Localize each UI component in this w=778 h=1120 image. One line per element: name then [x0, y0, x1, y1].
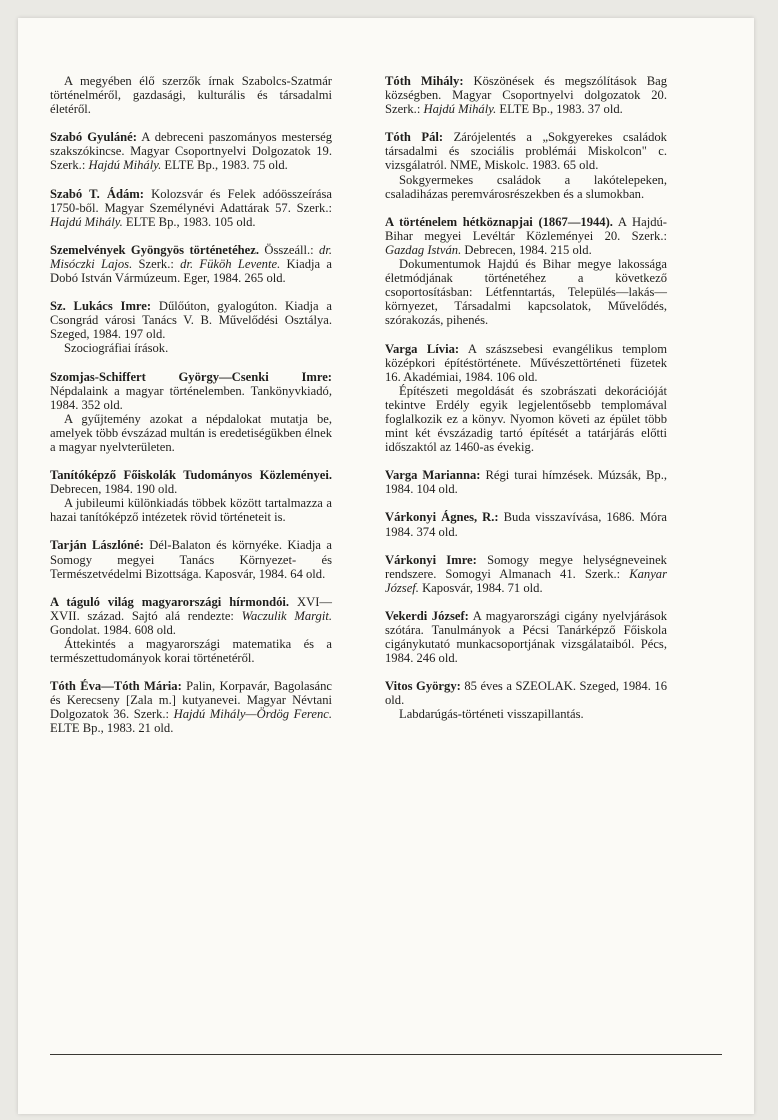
- bibliography-entry: [50, 299, 332, 355]
- bibliography-entry: [50, 538, 332, 580]
- bibliography-entry: [385, 553, 667, 595]
- entry-text: A magyarországi cigány nyelvjárások szótára. Tanulmányok a Pécsi Tanárképző Főiskola cigánykutató munkacsoportjának vizsgálataiból. Pécs, 1984. 246 old.: [385, 608, 667, 666]
- scanned-page: [18, 18, 754, 1114]
- entry-text: Kaposvár, 1984. 71 old.: [418, 580, 543, 595]
- entry-text: XVI—XVII. század. Sajtó alá rendezte:: [50, 594, 332, 623]
- bottom-divider: [50, 1054, 722, 1055]
- entry-text: Köszönések és megszólítások Bag községben. Magyar Csoportnyelvi dolgozatok 20. Szerk.:: [385, 74, 667, 117]
- entry-text: Palin, Korpavár, Bagolasánc és Kerecseny [Zala m.] kutyanevei. Magyar Névtani Dolgozatok 36. Szerk.:: [50, 679, 333, 722]
- bibliography-entry: [50, 679, 332, 735]
- entry-editor: dr. Füköh Levente.: [180, 256, 281, 271]
- entry-author: Sz. Lukács Imre:: [50, 299, 152, 314]
- entry-text: Kiadja a Dobó István Vármúzeum. Eger, 1984. 265 old.: [50, 256, 332, 286]
- entry-author: Varga Marianna:: [385, 468, 481, 483]
- entry-text: Dél-Balaton és környéke. Kiadja a Somogy megyei Tanács Környezet- és Természetvédelmi Bizottsága. Kaposvár, 1984. 64 old.: [50, 538, 332, 581]
- entry-text: Dűlőúton, gyalogúton. Kiadja a Csongrád városi Tanács V. B. Művelődési Osztálya. Szeged, 1984. 197 old.: [50, 299, 333, 342]
- entry-text: ELTE Bp., 1983. 75 old.: [161, 158, 288, 173]
- bibliography-entry: [50, 243, 332, 285]
- entry-author: Vitos György:: [385, 679, 461, 694]
- entry-author: Tarján Lászlóné:: [50, 538, 144, 553]
- bibliography-entry: [385, 679, 667, 721]
- entry-text: Zárójelentés a „Sokgyerekes családok társadalmi és szociális problémái Miskolcon" c. vizsgálatról. NME, Miskolc. 1983. 65 old.: [385, 130, 667, 173]
- entry-editor: Hajdú Mihály.: [423, 102, 497, 117]
- entry-text: A Hajdú-Bihar megyei Levéltár Közleményei 20. Szerk.:: [385, 214, 667, 243]
- entry-editor: dr. Misóczki Lajos.: [50, 242, 332, 271]
- entry-author: Tanítóképző Főiskolák Tudományos Közleményei.: [50, 468, 332, 483]
- entry-text: Népdalaink a magyar történelemben. Tankönyvkiadó, 1984. 352 old.: [50, 383, 332, 412]
- entry-editor: Hajdú Mihály—Ördög Ferenc.: [173, 707, 332, 722]
- entry-text: Régi turai hímzések. Múzsák, Bp., 1984. 104 old.: [385, 468, 668, 497]
- entry-annotation: Szociográfiai írások.: [64, 341, 169, 356]
- entry-author: Tóth Éva—Tóth Mária:: [50, 679, 182, 694]
- entry-text: ELTE Bp., 1983. 37 old.: [496, 102, 623, 117]
- bibliography-entry: [385, 215, 667, 328]
- entry-author: Várkonyi Ágnes, R.:: [385, 510, 499, 525]
- entry-annotation: Labdarúgás-történeti visszapillantás.: [399, 707, 584, 722]
- entry-annotation: Dokumentumok Hajdú és Bihar megye lakossága életmódjának történetéhez a következő csoportosításban: Létfenntartás, Település—lakás—környezet, Társadalmi kapcsolatok, Művelődés, szórakozás, pihenés.: [385, 257, 667, 328]
- bibliography-entry: [385, 468, 667, 496]
- entry-author: Szomjas-Schiffert György—Csenki Imre:: [50, 369, 332, 384]
- bibliography-entry: [50, 187, 332, 229]
- right-column: [385, 74, 667, 736]
- entry-text: Összeáll.:: [259, 242, 320, 257]
- entry-annotation: A jubileumi különkiadás többek között tartalmazza a hazai tanítóképző intézetek rövid történeteit is.: [50, 496, 332, 525]
- bibliography-entry: [50, 370, 332, 455]
- entry-author: Szabó T. Ádám:: [50, 186, 144, 201]
- entry-text: Debrecen, 1984. 215 old.: [461, 242, 592, 257]
- entry-text: A debreceni paszományos mesterség szakszókincse. Magyar Csoportnyelvi Dolgozatok 19. Szerk.:: [50, 130, 332, 173]
- bibliography-entry: [50, 130, 332, 172]
- entry-author: A történelem hétköznapjai (1867—1944).: [385, 214, 613, 229]
- entry-annotation: A gyűjtemény azokat a népdalokat mutatja be, amelyek több évszázad multán is eredetiségükben élnek a magyar nyelvterületen.: [50, 411, 332, 454]
- bibliography-entry: [50, 595, 332, 665]
- entry-author: Szemelvények Gyöngyös történetéhez.: [50, 242, 260, 257]
- entry-annotation: Áttekintés a magyarországi matematika és a természettudományok korai történetéről.: [50, 637, 332, 666]
- entry-text: Kolozsvár és Felek adóösszeírása 1750-ből. Magyar Személynévi Adattárak 57. Szerk.:: [50, 186, 332, 215]
- entry-editor: Hajdú Mihály.: [50, 214, 123, 229]
- entry-author: Varga Lívia:: [385, 341, 460, 356]
- bibliography-entry: [385, 130, 667, 200]
- entry-annotation: Sokgyermekes családok a lakótelepeken, csaladiházas peremvárosrészekben és a slumokban.: [385, 172, 667, 201]
- entry-author: Vekerdi József:: [385, 608, 469, 623]
- left-column: [50, 74, 332, 750]
- intro-text: A megyében élő szerzők írnak Szabolcs-Szatmár történelméről, gazdasági, kulturális és társadalmi életéről.: [50, 74, 332, 117]
- bibliography-entry: [50, 468, 332, 524]
- entry-author: Várkonyi Imre:: [385, 552, 477, 567]
- bibliography-entry: [385, 74, 667, 116]
- entry-author: Szabó Gyuláné:: [50, 130, 137, 145]
- entry-editor: Kanyar József.: [385, 566, 667, 595]
- bibliography-entry: [385, 609, 667, 665]
- bibliography-entry: [50, 74, 332, 116]
- entry-text: ELTE Bp., 1983. 105 old.: [122, 214, 256, 229]
- entry-text: Buda visszavívása, 1686. Móra 1984. 374 old.: [385, 510, 667, 539]
- bibliography-entry: [385, 510, 667, 538]
- entry-author: Tóth Pál:: [385, 130, 444, 145]
- entry-editor: Waczulik Margit.: [241, 608, 332, 623]
- entry-annotation: Építészeti megoldását és szobrászati dekorációját tekintve Erdély egyik legjelentősebb templomával foglalkozik ez a könyv. Nyomon követi az épület több mint két évszázadig tartó építését a tatárjárás előtti időszaktól az 1460-as évekig.: [385, 383, 667, 455]
- bibliography-entry: [385, 342, 667, 455]
- entry-editor: Hajdú Mihály.: [88, 158, 162, 173]
- entry-editor: Gazdag István.: [385, 242, 462, 257]
- entry-text: Szerk.:: [132, 256, 181, 271]
- entry-text: 85 éves a SZEOLAK. Szeged, 1984. 16 old.: [385, 679, 667, 708]
- entry-author: A táguló világ magyarországi hírmondói.: [50, 594, 290, 609]
- entry-text: Debrecen, 1984. 190 old.: [50, 482, 178, 497]
- entry-author: Tóth Mihály:: [385, 74, 464, 88]
- entry-text: Gondolat. 1984. 608 old.: [50, 622, 176, 637]
- entry-text: Somogy megye helységneveinek rendszere. Somogyi Almanach 41. Szerk.:: [385, 552, 667, 581]
- entry-text: ELTE Bp., 1983. 21 old.: [50, 721, 174, 736]
- entry-text: A szászsebesi evangélikus templom középkori építéstörténete. Művészettörténeti füzetek 16. Akadémiai, 1984. 106 old.: [385, 341, 667, 384]
